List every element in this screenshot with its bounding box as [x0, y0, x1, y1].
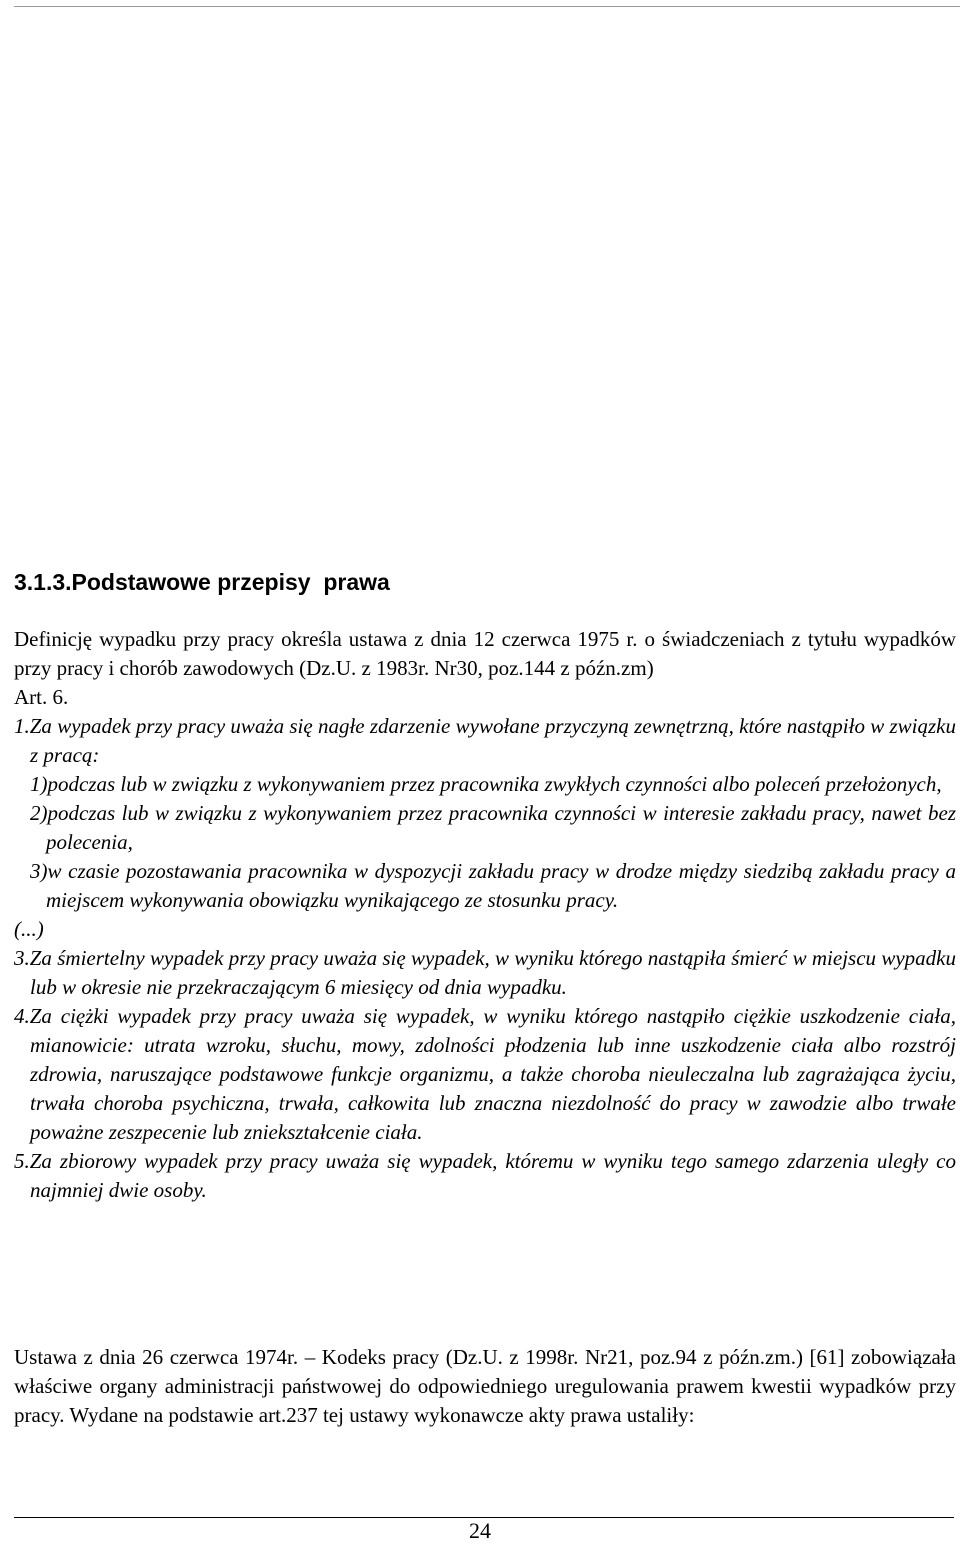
article-label: Art. 6. [14, 685, 69, 709]
article-subitem: 2)podczas lub w związku z wykonywaniem przez pracownika czynności w interesie zakładu pracy, nawet bez polecenia, [30, 801, 956, 854]
article-text [14, 712, 956, 1205]
article-ellipsis: (...) [14, 917, 44, 941]
article-item: 1.Za wypadek przy pracy uważa się nagłe zdarzenie wywołane przyczyną zewnętrzną, które nastąpiło w związku z pracą: [14, 714, 956, 767]
article-subitem: 3)w czasie pozostawania pracownika w dyspozycji zakładu pracy w drodze między siedzibą zakładu pracy a miejscem wykonywania obowiązku wynikającego ze stosunku pracy. [30, 859, 956, 912]
page-number: 24 [469, 1518, 491, 1543]
article-item: 3.Za śmiertelny wypadek przy pracy uważa się wypadek, w wyniku którego nastąpiła śmierć w miejscu wypadku lub w okresie nie przekraczającym 6 miesięcy od dnia wypadku. [14, 946, 956, 999]
article-subitem: 1)podczas lub w związku z wykonywaniem przez pracownika zwykłych czynności albo poleceń przełożonych, [30, 772, 942, 796]
header-rule [14, 6, 960, 7]
article-item: 5.Za zbiorowy wypadek przy pracy uważa się wypadek, któremu w wyniku tego samego zdarzenia uległy co najmniej dwie osoby. [14, 1149, 956, 1202]
closing-paragraph: Ustawa z dnia 26 czerwca 1974r. – Kodeks pracy (Dz.U. z 1998r. Nr21, poz.94 z późn.zm.) [61] zobowiązała właściwe organy administracji państwowej do odpowiedniego uregulowania prawem kwestii wypadków przy pracy. Wydane na podstawie art.237 tej ustawy wykonawcze akty prawa ustaliły: [14, 1345, 956, 1427]
section-title: 3.1.3.Podstawowe przepisy prawa [14, 569, 390, 595]
article-item: 4.Za ciężki wypadek przy pracy uważa się wypadek, w wyniku którego nastąpiło ciężkie uszkodzenie ciała, mianowicie: utrata wzroku, słuchu, mowy, zdolności płodzenia lub inne uszkodzenie ciała albo rozstrój zdrowia, naruszające podstawowe funkcje organizmu, a także choroba nieuleczalna lub zagrażająca życiu, trwała choroba psychiczna, trwała, całkowita lub znaczna niezdolność do pracy w zawodzie albo trwałe poważne zeszpecenie lub zniekształcenie ciała. [14, 1004, 956, 1144]
intro-paragraph: Definicję wypadku przy pracy określa ustawa z dnia 12 czerwca 1975 r. o świadczeniach z tytułu wypadków przy pracy i chorób zawodowych (Dz.U. z 1983r. Nr30, poz.144 z późn.zm) [14, 627, 956, 680]
